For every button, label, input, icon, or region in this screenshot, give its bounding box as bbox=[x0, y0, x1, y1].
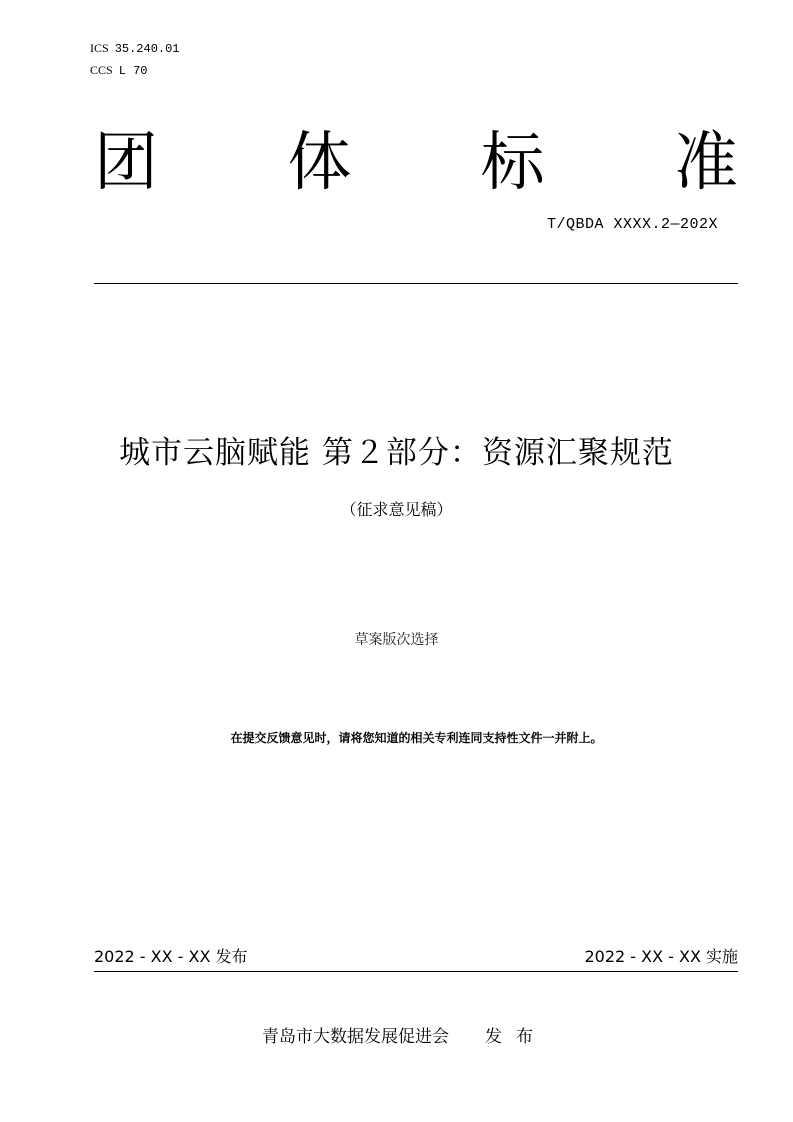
top-divider bbox=[94, 283, 738, 284]
standard-type-char: 标 bbox=[480, 126, 545, 200]
document-title: 城市云脑赋能 第２部分：资源汇聚规范 bbox=[119, 435, 674, 471]
standard-type-char: 准 bbox=[673, 126, 738, 200]
classification-codes bbox=[90, 38, 180, 82]
implementation-date: 2022 - XX - XX 实施 bbox=[584, 947, 738, 966]
bottom-divider bbox=[94, 971, 738, 972]
ics-code bbox=[90, 38, 180, 60]
standard-number: T/QBDA XXXX.2—202X bbox=[546, 216, 718, 233]
patent-notice: 在提交反馈意见时，请将您知道的相关专利连同支持性文件一并附上。 bbox=[230, 731, 603, 745]
ccs-label: CCS bbox=[90, 63, 113, 77]
publisher-line bbox=[262, 1024, 547, 1050]
publisher-action: 发布 bbox=[485, 1027, 547, 1047]
ccs-code bbox=[90, 60, 180, 82]
draft-version-select[interactable]: 草案版次选择 bbox=[354, 632, 439, 648]
standard-type-char: 体 bbox=[287, 126, 352, 200]
standard-type-heading bbox=[94, 118, 738, 208]
ics-value: 35.240.01 bbox=[114, 42, 180, 56]
publisher-name: 青岛市大数据发展促进会 bbox=[262, 1027, 449, 1047]
document-subtitle: （征求意见稿） bbox=[340, 500, 453, 519]
standard-type-char: 团 bbox=[94, 126, 158, 200]
publish-date: 2022 - XX - XX 发布 bbox=[94, 947, 248, 966]
ccs-value: L 70 bbox=[118, 64, 148, 78]
ics-label: ICS bbox=[90, 41, 109, 55]
